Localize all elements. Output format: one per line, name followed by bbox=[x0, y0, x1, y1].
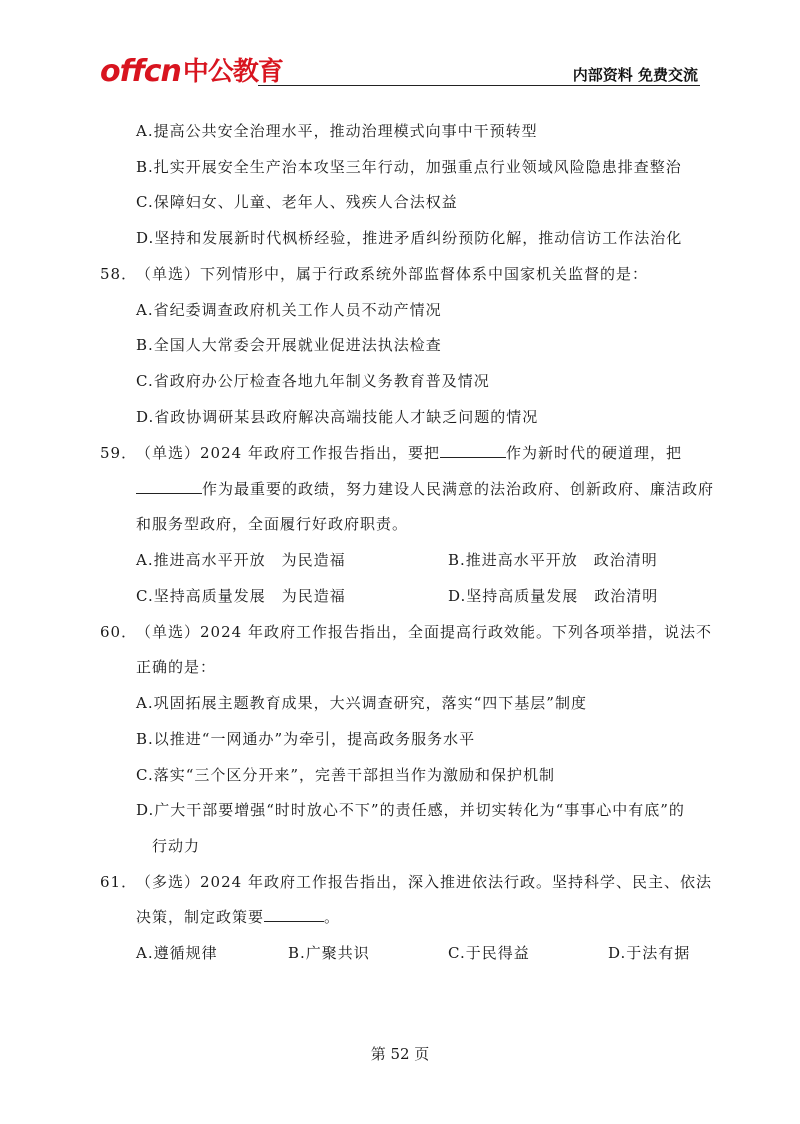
fill-blank-2 bbox=[136, 479, 202, 494]
q58-number: 58． bbox=[100, 265, 138, 283]
q59-option-a: A.推进高水平开放 为民造福 bbox=[136, 551, 346, 569]
q61-stem-line2 bbox=[136, 907, 340, 927]
q59-option-d: D.坚持高质量发展 政治清明 bbox=[448, 587, 659, 605]
header-notice: 内部资料 免费交流 bbox=[572, 66, 698, 84]
q60-option-d-line2: 行动力 bbox=[152, 837, 201, 855]
q59-stem-part3: 作为最重要的政绩，努力建设人民满意的法治政府、创新政府、廉洁政府 bbox=[202, 480, 715, 498]
q59-stem-line1 bbox=[136, 443, 682, 463]
q57-option-b: B.扎实开展安全生产治本攻坚三年行动，加强重点行业领域风险隐患排查整治 bbox=[136, 158, 682, 176]
page-number: 第 52 页 bbox=[370, 1045, 430, 1063]
q60-option-d-line1: D.广大干部要增强“时时放心不下”的责任感，并切实转化为“事事心中有底”的 bbox=[136, 801, 685, 819]
q60-stem-line1: （单选）2024 年政府工作报告指出，全面提高行政效能。下列各项举措，说法不 bbox=[136, 623, 712, 641]
logo-latin-text: offcn bbox=[100, 54, 181, 89]
q61-number: 61． bbox=[100, 873, 138, 891]
q61-stem-part1: 决策，制定政策要 bbox=[136, 908, 265, 926]
q59-stem-line3: 和服务型政府，全面履行好政府职责。 bbox=[136, 515, 409, 533]
q61-option-b: B.广聚共识 bbox=[288, 944, 370, 962]
q61-option-d: D.于法有据 bbox=[608, 944, 691, 962]
q58-stem: （单选）下列情形中，属于行政系统外部监督体系中国家机关监督的是： bbox=[136, 265, 649, 283]
q61-stem-line1: （多选）2024 年政府工作报告指出，深入推进依法行政。坚持科学、民主、依法 bbox=[136, 873, 712, 891]
q59-stem-part1: （单选）2024 年政府工作报告指出，要把 bbox=[136, 444, 440, 462]
q58-option-a: A.省纪委调查政府机关工作人员不动产情况 bbox=[136, 301, 442, 319]
q59-stem-line2 bbox=[136, 479, 714, 499]
q58-option-d: D.省政协调研某县政府解决高端技能人才缺乏问题的情况 bbox=[136, 408, 539, 426]
fill-blank-1 bbox=[440, 443, 506, 458]
q57-option-a: A.提高公共安全治理水平，推动治理模式向事中干预转型 bbox=[136, 122, 538, 140]
header-rule bbox=[258, 85, 700, 86]
q60-number: 60． bbox=[100, 623, 138, 641]
q59-stem-part2: 作为新时代的硬道理，把 bbox=[505, 444, 682, 462]
q60-option-a: A.巩固拓展主题教育成果，大兴调查研究，落实“四下基层”制度 bbox=[136, 694, 587, 712]
q59-number: 59． bbox=[100, 444, 138, 462]
q58-option-c: C.省政府办公厅检查各地九年制义务教育普及情况 bbox=[136, 372, 490, 390]
q59-option-c: C.坚持高质量发展 为民造福 bbox=[136, 587, 346, 605]
q60-stem-line2: 正确的是： bbox=[136, 658, 217, 676]
q57-option-d: D.坚持和发展新时代枫桥经验，推进矛盾纠纷预防化解，推动信访工作法治化 bbox=[136, 229, 683, 247]
page-header bbox=[100, 56, 700, 92]
q61-option-a: A.遵循规律 bbox=[136, 944, 218, 962]
q61-option-c: C.于民得益 bbox=[448, 944, 530, 962]
fill-blank-3 bbox=[264, 907, 324, 922]
q60-option-c: C.落实“三个区分开来”，完善干部担当作为激励和保护机制 bbox=[136, 766, 556, 784]
q58-option-b: B.全国人大常委会开展就业促进法执法检查 bbox=[136, 336, 442, 354]
q60-option-b: B.以推进“一网通办”为牵引，提高政务服务水平 bbox=[136, 730, 476, 748]
offcn-logo bbox=[100, 54, 283, 89]
q57-option-c: C.保障妇女、儿童、老年人、残疾人合法权益 bbox=[136, 193, 458, 211]
q61-stem-part2: 。 bbox=[324, 908, 341, 926]
logo-chinese-text: 中公教育 bbox=[182, 57, 283, 87]
q59-option-b: B.推进高水平开放 政治清明 bbox=[448, 551, 658, 569]
